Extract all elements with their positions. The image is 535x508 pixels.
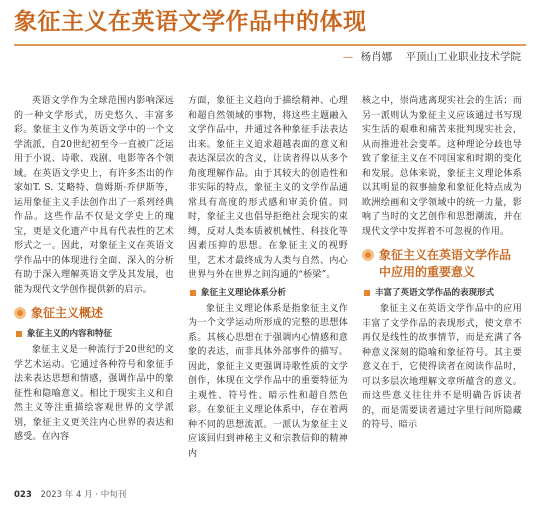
byline [343,50,521,64]
column-3 [362,94,522,433]
square-bullet-icon [190,290,196,296]
column-1 [14,94,174,445]
article-title: 象征主义在英语文学作品中的体现 [14,9,367,35]
author-affiliation: 平顶山工业职业技术学院 [405,51,521,63]
square-bullet-icon [364,290,370,296]
heading-bullet-icon [14,307,26,319]
subsection-heading [362,287,522,300]
section-heading [362,247,522,281]
section-heading [14,305,174,322]
column-2 [188,94,348,461]
subsection-heading-text: 丰富了英语文学作品的表现形式 [375,288,495,298]
subsection-heading-text: 象征主义的内容和特征 [27,329,113,339]
subsection-heading [188,287,348,300]
paragraph: 英语文学作为全球范围内影响深远的一种文学形式，历史悠久、丰富多彩。象征主义作为英语文学中的一个文学流派，自20世纪初至今一直被广泛运用于小说、诗歌、戏剧、电影等各个领域。在英语文学史上，有许多杰出的作家如T. S. 艾略特、詹姆斯·乔伊斯等，运用象征主义手法创作出了一系列经典作品。这些作品不仅是文学史上的瑰宝，更是文化遗产中具有代表性的艺术形式之一。因此，对象征主义在英语文学作品中的体现进行全面、深入的分析有助于深入理解英语文学及其发展，也能为现代文学创作提供新的启示。 [14,96,174,295]
byline-separator: — [342,51,354,63]
paragraph: 核之中，崇尚逃离现实社会的生活；而另一派则认为象征主义应该通过书写现实生活的艰难和痛苦来批判现实社会，从而推进社会变革。这种理论分歧也导致了象征主义在不同国家和时期的变化和发展。总体来说，象征主义理论体系以其明显的叙事抽象和象征化特点成为欧洲绘画和文学领域中的统一力量，影响了当时的文艺创作和思想潮流，并在现代文学中发挥着不可忽视的作用。 [362,96,522,237]
subsection-heading-text: 象征主义理论体系分析 [201,287,287,298]
title-divider [14,44,526,46]
section-heading-text: 象征主义概述 [31,306,104,320]
section-heading-text: 象征主义在英语文学作品中应用的重要意义 [379,248,512,279]
square-bullet-icon [16,331,22,337]
heading-bullet-icon [362,249,374,261]
page-number: 023 [14,490,32,500]
page-footer [14,488,126,500]
paragraph: 方面，象征主义趋向于描绘精神、心理和超自然领域的事物，将这些主题融入文学作品中，并通过各种象征手法表达出来。象征主义追求超越表面的意义和表达深层次的含义，让读者得以从多个角度理解作品。由于其较大的创造性和非实际的特点，象征主义的文学作品通常具有高度的形式感和审美价值。同时，象征主义也倡导拒绝社会现实的束缚，反对人类本质被机械性、科技化等因素压抑的思想。在象征主义的视野里，艺术才最终成为人类与自然、内心世界与外在世界之间沟通的“桥梁”。 [188,96,348,280]
author-name: 杨肖娜 [360,51,393,63]
paragraph: 象征主义理论体系是指象征主义作为一个文学运动所形成的完整的思想体系。其核心思想在于强调内心情感和意象的表达，而非具体外部事件的描写。因此，象征主义更强调诗歌性质的文学创作，体现在文学作品中的重要特征为主观性、符号性、暗示性和超自然色彩。在象征主义理论体系中，存在着两种不同的思想流派。一派认为象征主义应该回归到神秘主义和宗教信仰的精神内 [188,303,348,459]
subsection-heading [14,328,174,341]
issue-info: 2023 年 4 月 · 中旬刊 [40,490,127,500]
paragraph: 象征主义在英语文学作品中的应用丰富了文学作品的表现形式，使文章不再仅是线性的故事情节，而是充满了各种意义深刻的隐喻和象征符号。其主要意义在于，它使得读者在阅读作品时，可以多层次地理解文章所蕴含的意义。而这些意义往往并不是明确告诉读者的，而是需要读者通过字里行间所隐藏的符号、暗示 [362,304,522,430]
paragraph: 象征主义是一种流行于20世纪的文学艺术运动。它通过各种符号和象征手法来表达思想和情感，强调作品中的象征性和隐喻意义。相比于现实主义和自然主义等注重描绘客观世界的文学派别，象征主义更关注内心世界的表达和感受。在內容 [14,345,174,442]
